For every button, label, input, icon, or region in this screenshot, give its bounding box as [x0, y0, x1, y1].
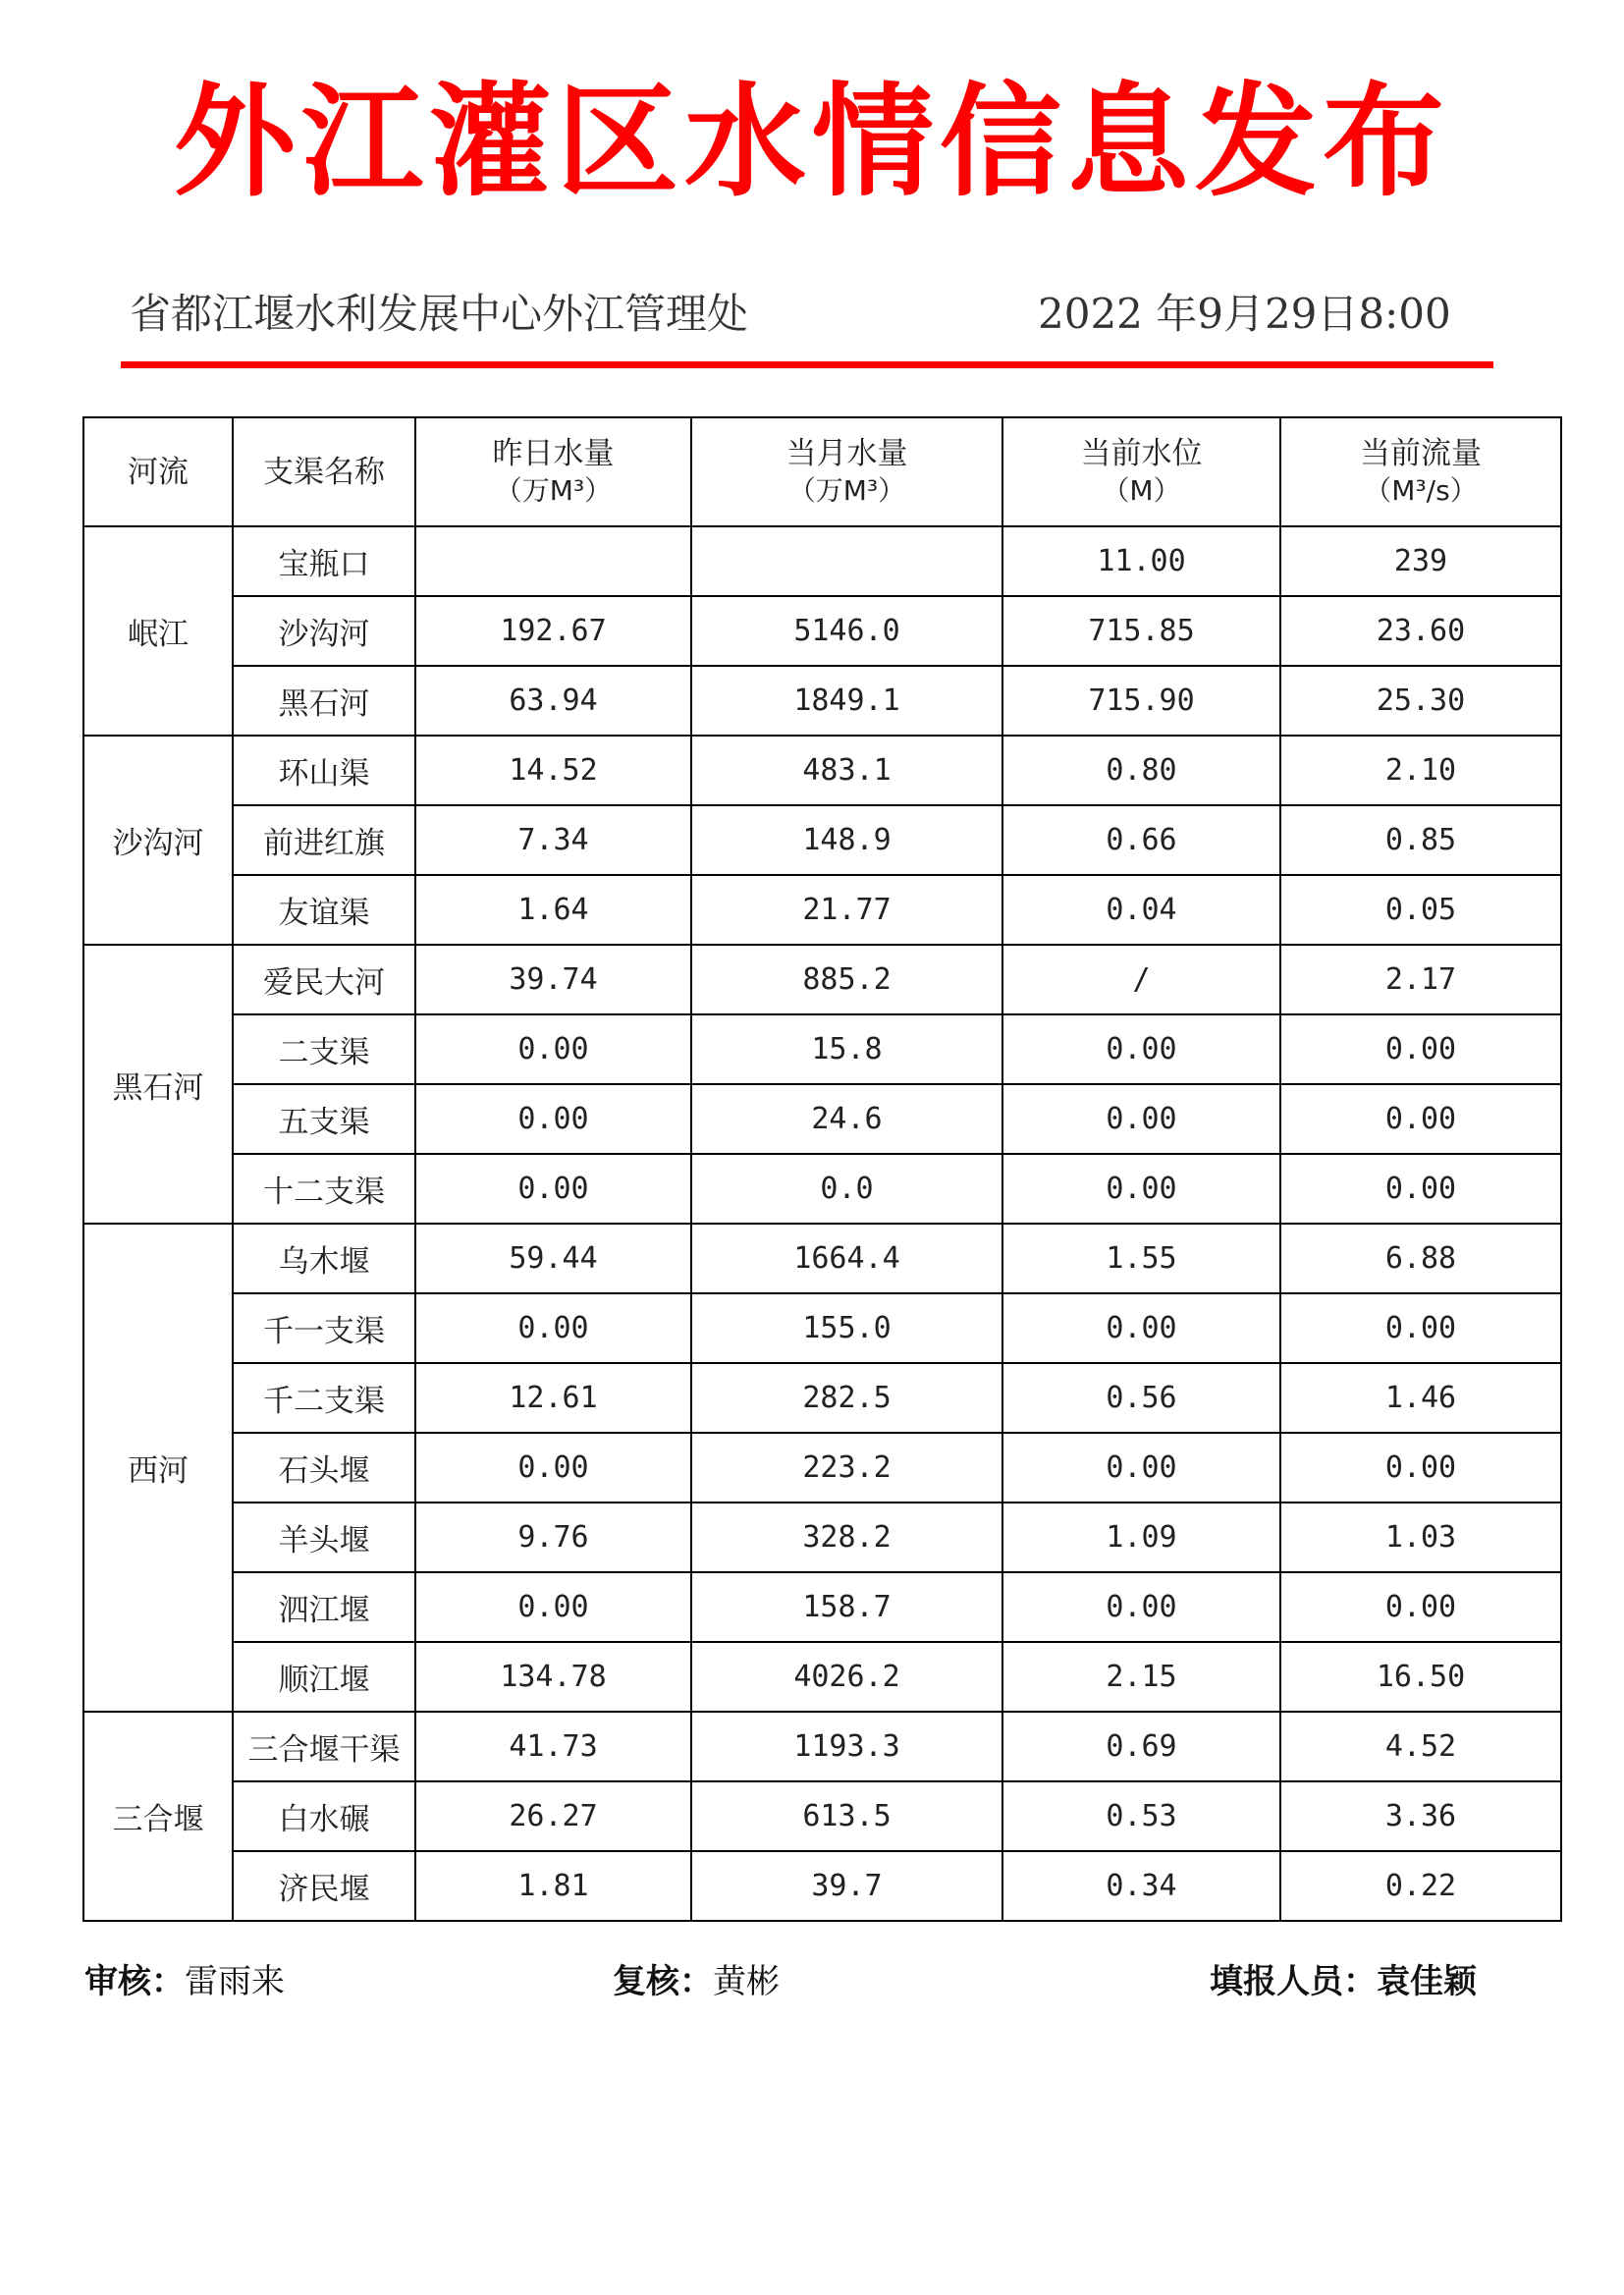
level-cell: 0.80: [1002, 736, 1280, 805]
month-cell: 21.77: [691, 875, 1002, 945]
river-cell: 黑石河: [83, 945, 233, 1224]
yesterday-cell: 192.67: [415, 596, 691, 666]
reporter-signature: 填报人员：袁佳颖: [1210, 1962, 1477, 2001]
table-body: [83, 526, 1561, 1921]
level-cell: 715.85: [1002, 596, 1280, 666]
table-row: [83, 1363, 1561, 1433]
level-cell: 1.09: [1002, 1503, 1280, 1572]
flow-cell: 3.36: [1280, 1781, 1561, 1851]
level-cell: 715.90: [1002, 666, 1280, 736]
month-cell: 1664.4: [691, 1224, 1002, 1293]
channel-name-cell: 二支渠: [233, 1014, 415, 1084]
channel-name-cell: 乌木堰: [233, 1224, 415, 1293]
flow-cell: 16.50: [1280, 1642, 1561, 1712]
table-row: [83, 1014, 1561, 1084]
channel-name-cell: 千二支渠: [233, 1363, 415, 1433]
yesterday-cell: 0.00: [415, 1014, 691, 1084]
river-cell: 三合堰: [83, 1712, 233, 1921]
table-row: [83, 596, 1561, 666]
month-cell: 155.0: [691, 1293, 1002, 1363]
flow-cell: 0.22: [1280, 1851, 1561, 1921]
channel-name-cell: 前进红旗: [233, 805, 415, 875]
page-title: 外江灌区水情信息发布: [173, 72, 1450, 213]
table-row: [83, 1503, 1561, 1572]
month-cell: 483.1: [691, 736, 1002, 805]
yesterday-cell: 12.61: [415, 1363, 691, 1433]
table-row: [83, 1084, 1561, 1154]
month-cell: 148.9: [691, 805, 1002, 875]
flow-cell: 239: [1280, 526, 1561, 596]
table-row: [83, 1781, 1561, 1851]
channel-name-cell: 爱民大河: [233, 945, 415, 1014]
month-cell: 328.2: [691, 1503, 1002, 1572]
water-data-table: [82, 416, 1562, 1922]
channel-name-cell: 五支渠: [233, 1084, 415, 1154]
flow-cell: 25.30: [1280, 666, 1561, 736]
channel-name-cell: 千一支渠: [233, 1293, 415, 1363]
level-cell: 0.66: [1002, 805, 1280, 875]
level-cell: 0.04: [1002, 875, 1280, 945]
header-month-volume: 当月水量 （万M³）: [691, 417, 1002, 526]
month-cell: 613.5: [691, 1781, 1002, 1851]
table-row: [83, 805, 1561, 875]
yesterday-cell: 1.64: [415, 875, 691, 945]
channel-name-cell: 白水碾: [233, 1781, 415, 1851]
channel-name-cell: 宝瓶口: [233, 526, 415, 596]
level-cell: 0.34: [1002, 1851, 1280, 1921]
table-row: [83, 1433, 1561, 1503]
flow-cell: 0.85: [1280, 805, 1561, 875]
river-cell: 西河: [83, 1224, 233, 1712]
flow-cell: 0.00: [1280, 1433, 1561, 1503]
flow-cell: 23.60: [1280, 596, 1561, 666]
channel-name-cell: 十二支渠: [233, 1154, 415, 1224]
table-row: [83, 1293, 1561, 1363]
level-cell: 11.00: [1002, 526, 1280, 596]
report-date: 2022 年9月29日8:00: [1038, 290, 1451, 338]
yesterday-cell: 0.00: [415, 1433, 691, 1503]
flow-cell: 2.10: [1280, 736, 1561, 805]
channel-name-cell: 泗江堰: [233, 1572, 415, 1642]
flow-cell: 0.00: [1280, 1154, 1561, 1224]
month-cell: 0.0: [691, 1154, 1002, 1224]
yesterday-cell: 7.34: [415, 805, 691, 875]
month-cell: [691, 526, 1002, 596]
flow-cell: 0.00: [1280, 1014, 1561, 1084]
channel-name-cell: 黑石河: [233, 666, 415, 736]
channel-name-cell: 三合堰干渠: [233, 1712, 415, 1781]
table-row: [83, 945, 1561, 1014]
yesterday-cell: 0.00: [415, 1084, 691, 1154]
table-row: [83, 1572, 1561, 1642]
table-row: [83, 1224, 1561, 1293]
month-cell: 15.8: [691, 1014, 1002, 1084]
flow-cell: 6.88: [1280, 1224, 1561, 1293]
level-cell: 0.00: [1002, 1572, 1280, 1642]
month-cell: 24.6: [691, 1084, 1002, 1154]
yesterday-cell: [415, 526, 691, 596]
month-cell: 158.7: [691, 1572, 1002, 1642]
month-cell: 5146.0: [691, 596, 1002, 666]
rechecker-signature: 复核：黄彬: [613, 1962, 780, 2001]
level-cell: 0.00: [1002, 1433, 1280, 1503]
flow-cell: 2.17: [1280, 945, 1561, 1014]
month-cell: 885.2: [691, 945, 1002, 1014]
yesterday-cell: 14.52: [415, 736, 691, 805]
level-cell: 0.00: [1002, 1014, 1280, 1084]
yesterday-cell: 39.74: [415, 945, 691, 1014]
channel-name-cell: 顺江堰: [233, 1642, 415, 1712]
month-cell: 4026.2: [691, 1642, 1002, 1712]
header-yesterday-volume: 昨日水量 （万M³）: [415, 417, 691, 526]
level-cell: 0.56: [1002, 1363, 1280, 1433]
yesterday-cell: 63.94: [415, 666, 691, 736]
river-cell: 沙沟河: [83, 736, 233, 945]
level-cell: 0.53: [1002, 1781, 1280, 1851]
channel-name-cell: 环山渠: [233, 736, 415, 805]
channel-name-cell: 沙沟河: [233, 596, 415, 666]
yesterday-cell: 9.76: [415, 1503, 691, 1572]
flow-cell: 1.46: [1280, 1363, 1561, 1433]
table-row: [83, 1851, 1561, 1921]
level-cell: 0.00: [1002, 1084, 1280, 1154]
table-row: [83, 1154, 1561, 1224]
flow-cell: 0.05: [1280, 875, 1561, 945]
yesterday-cell: 134.78: [415, 1642, 691, 1712]
table-row: [83, 526, 1561, 596]
yesterday-cell: 0.00: [415, 1572, 691, 1642]
yesterday-cell: 26.27: [415, 1781, 691, 1851]
yesterday-cell: 59.44: [415, 1224, 691, 1293]
table-row: [83, 666, 1561, 736]
table-row: [83, 1642, 1561, 1712]
river-cell: 岷江: [83, 526, 233, 736]
month-cell: 39.7: [691, 1851, 1002, 1921]
yesterday-cell: 0.00: [415, 1293, 691, 1363]
level-cell: 0.00: [1002, 1154, 1280, 1224]
table-row: [83, 1712, 1561, 1781]
month-cell: 1193.3: [691, 1712, 1002, 1781]
header-river: 河流: [83, 417, 233, 526]
level-cell: 1.55: [1002, 1224, 1280, 1293]
channel-name-cell: 济民堰: [233, 1851, 415, 1921]
flow-cell: 0.00: [1280, 1084, 1561, 1154]
flow-cell: 0.00: [1280, 1293, 1561, 1363]
title-divider: [121, 361, 1493, 368]
organization-name: 省都江堰水利发展中心外江管理处: [130, 290, 749, 338]
level-cell: 2.15: [1002, 1642, 1280, 1712]
month-cell: 223.2: [691, 1433, 1002, 1503]
header-current-level: 当前水位 （M）: [1002, 417, 1280, 526]
flow-cell: 1.03: [1280, 1503, 1561, 1572]
yesterday-cell: 0.00: [415, 1154, 691, 1224]
channel-name-cell: 友谊渠: [233, 875, 415, 945]
table-header-row: [83, 417, 1561, 526]
table-row: [83, 875, 1561, 945]
level-cell: /: [1002, 945, 1280, 1014]
month-cell: 1849.1: [691, 666, 1002, 736]
header-channel-name: 支渠名称: [233, 417, 415, 526]
reviewer-signature: 审核：雷雨来: [84, 1962, 285, 2001]
header-current-flow: 当前流量 （M³/s）: [1280, 417, 1561, 526]
flow-cell: 0.00: [1280, 1572, 1561, 1642]
table-row: [83, 736, 1561, 805]
flow-cell: 4.52: [1280, 1712, 1561, 1781]
level-cell: 0.69: [1002, 1712, 1280, 1781]
level-cell: 0.00: [1002, 1293, 1280, 1363]
channel-name-cell: 石头堰: [233, 1433, 415, 1503]
month-cell: 282.5: [691, 1363, 1002, 1433]
yesterday-cell: 41.73: [415, 1712, 691, 1781]
channel-name-cell: 羊头堰: [233, 1503, 415, 1572]
yesterday-cell: 1.81: [415, 1851, 691, 1921]
